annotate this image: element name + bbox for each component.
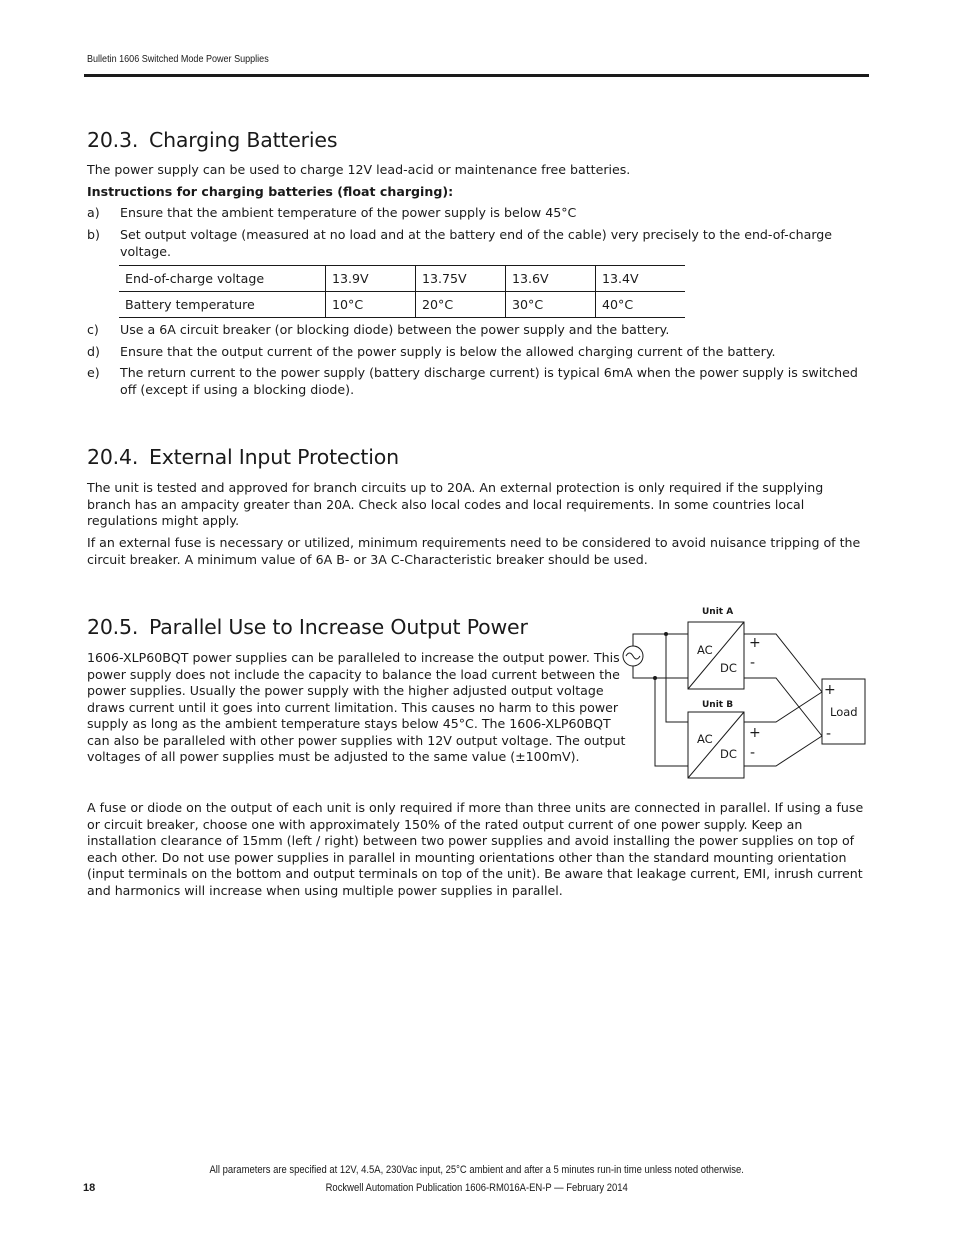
section-20-4-heading xyxy=(87,445,399,469)
table-cell: 13.6V xyxy=(506,266,596,292)
footer-note xyxy=(0,1164,954,1176)
list-text: The return current to the power supply (battery discharge current) is typical 6mA when the power supply is switched off (except if using a blocking diode). xyxy=(120,365,858,397)
table-cell: 13.75V xyxy=(416,266,506,292)
unit-a-label: Unit A xyxy=(702,607,734,617)
unit-a-plus: + xyxy=(749,635,761,651)
list-label: b) xyxy=(87,227,100,242)
footer-note-text: All parameters are specified at 12V, 4.5A, 230Vac input, 25°C ambient and after a 5 minutes run-in time unless noted otherwise. xyxy=(209,1164,745,1176)
list-text: Set output voltage (measured at no load and at the battery end of the cable) very precisely to the end-of-charge voltage. xyxy=(120,227,833,259)
footer-publication xyxy=(0,1182,954,1194)
charging-intro: The power supply can be used to charge 12V lead-acid or maintenance free batteries. xyxy=(87,162,631,177)
table-cell: End-of-charge voltage xyxy=(119,266,326,292)
list-label: e) xyxy=(87,365,100,380)
parallel-use-para-2: A fuse or diode on the output of each unit is only required if more than three units are connected in parallel. If using a fuse or circuit breaker, choose one with approximately 150% of the rated output current of one power supply. Keep an installation clearance of 15mm (left / right) between two power supplies and avoid installing the power supplies on top of each other. Do not use power supplies in parallel in mounting orientations other than the standard mounting orientation (input terminals on the bottom and output terminals on top of the unit). Be aware that leakage current, EMI, inrush current and harmonics will increase when using multiple power supplies in parallel. xyxy=(87,800,864,898)
list-text: Use a 6A circuit breaker (or blocking diode) between the power supply and the battery. xyxy=(120,322,670,337)
unit-b-plus: + xyxy=(749,725,761,741)
table-cell: 40°C xyxy=(596,292,686,318)
table-cell: 13.9V xyxy=(326,266,416,292)
list-label: c) xyxy=(87,322,99,337)
parallel-use-para-1: 1606-XLP60BQT power supplies can be paralleled to increase the output power. This power supply does not include the capacity to balance the load current between the power supplies. Usually the power supply with the higher adjusted output voltage draws current until it goes into current limitation. This causes no harm to this power supply as long as the ambient temperature stays below 45°C. The 1606-XLP60BQT can also be paralleled with other power supplies with 12V output voltage. The output voltages of all power supplies must be adjusted to the same value (±100mV). xyxy=(87,650,626,764)
input-protection-para-1: The unit is tested and approved for branch circuits up to 20A. An external protection is only required if the supplying branch has an ampacity greater than 20A. Check also local codes and local requirements. In some countries local regulations might apply. xyxy=(87,480,824,528)
unit-b-label: Unit B xyxy=(702,700,734,710)
footer-publication-text: Rockwell Automation Publication 1606-RM016A-EN-P — February 2014 xyxy=(325,1182,629,1194)
section-number: 20.4. xyxy=(87,445,139,469)
unit-b-dc-label: DC xyxy=(720,747,737,761)
table-row xyxy=(119,266,685,292)
input-protection-para-2: If an external fuse is necessary or utilized, minimum requirements need to be considered to avoid nuisance tripping of the circuit breaker. A minimum value of 6A B- or 3A C-Characteristic breaker should be used. xyxy=(87,535,861,567)
load-plus: + xyxy=(824,682,836,698)
charging-table xyxy=(119,265,685,318)
unit-b-minus: - xyxy=(750,745,756,761)
section-20-3-heading xyxy=(87,128,337,152)
list-text: Ensure that the ambient temperature of the power supply is below 45°C xyxy=(120,205,577,220)
unit-a-dc-label: DC xyxy=(720,661,737,675)
table-cell: 20°C xyxy=(416,292,506,318)
load-label: Load xyxy=(830,705,858,719)
page-number: 18 xyxy=(83,1182,96,1194)
unit-a-minus: - xyxy=(750,655,756,671)
section-20-5-heading xyxy=(87,615,528,639)
section-title: Charging Batteries xyxy=(149,128,338,152)
list-label: a) xyxy=(87,205,100,220)
section-number: 20.5. xyxy=(87,615,139,639)
section-title: Parallel Use to Increase Output Power xyxy=(149,615,528,639)
section-title: External Input Protection xyxy=(149,445,399,469)
table-cell: 13.4V xyxy=(596,266,686,292)
section-number: 20.3. xyxy=(87,128,139,152)
table-cell: Battery temperature xyxy=(119,292,326,318)
charging-instructions-label: Instructions for charging batteries (float charging): xyxy=(87,184,454,199)
unit-b-ac-label: AC xyxy=(697,732,713,746)
parallel-wiring-diagram xyxy=(615,600,870,785)
sine-wave-icon xyxy=(626,653,640,659)
running-header: Bulletin 1606 Switched Mode Power Supplies xyxy=(87,53,269,65)
table-cell: 30°C xyxy=(506,292,596,318)
unit-a-ac-label: AC xyxy=(697,643,713,657)
load-minus: - xyxy=(826,726,832,742)
table-row xyxy=(119,292,685,318)
table-cell: 10°C xyxy=(326,292,416,318)
header-rule xyxy=(84,74,869,77)
list-label: d) xyxy=(87,344,100,359)
list-text: Ensure that the output current of the power supply is below the allowed charging current of the battery. xyxy=(120,344,776,359)
